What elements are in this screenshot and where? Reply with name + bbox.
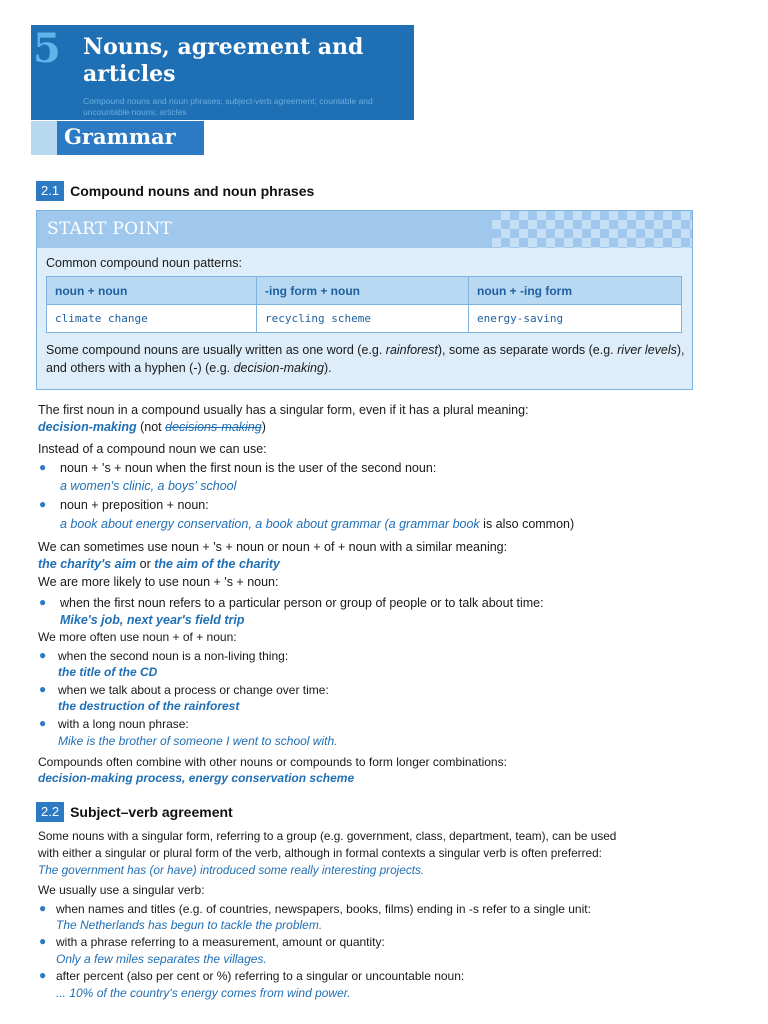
start-point-header bbox=[37, 211, 692, 248]
section-heading-2-2 bbox=[36, 802, 233, 822]
section-label: Grammar bbox=[64, 124, 176, 149]
checker-pattern bbox=[492, 211, 692, 248]
bullet-icon: ● bbox=[39, 901, 47, 915]
rule-example: Only a few miles separates the villages. bbox=[56, 952, 267, 966]
rule-text: We can sometimes use noun + 's + noun or noun + of + noun with a similar meaning: bbox=[38, 540, 508, 554]
bullet-icon: ● bbox=[39, 968, 47, 982]
unit-banner bbox=[31, 25, 414, 120]
bullet-icon: ● bbox=[39, 682, 47, 696]
rule-example: ... 10% of the country's energy comes from wind power. bbox=[56, 986, 351, 1000]
bullet-icon: ● bbox=[39, 460, 47, 474]
rule-example: The government has (or have) introduced some really interesting projects. bbox=[38, 863, 425, 877]
rule-example: The Netherlands has begun to tackle the problem. bbox=[56, 918, 323, 932]
table-row bbox=[47, 305, 682, 333]
bullet-icon: ● bbox=[39, 934, 47, 948]
bullet-icon: ● bbox=[39, 595, 47, 609]
rule-example: Mike's job, next year's field trip bbox=[60, 613, 245, 627]
bullet-icon: ● bbox=[39, 716, 47, 730]
grammar-bar-accent bbox=[31, 121, 57, 155]
start-point-box bbox=[36, 210, 693, 390]
bullet-text: when the first noun refers to a particular person or group of people or to talk about time: bbox=[60, 596, 544, 610]
bullet-icon: ● bbox=[39, 648, 47, 662]
table-cell: climate change bbox=[47, 305, 257, 333]
section-number: 2.2 bbox=[36, 802, 64, 822]
rule-example: the destruction of the rainforest bbox=[58, 699, 240, 713]
unit-subtitle: Compound nouns and noun phrases; subject-verb agreement; countable and uncountable nouns; articles bbox=[83, 96, 373, 117]
rule-example: decision-making (not decisions-making) bbox=[38, 420, 266, 434]
table-header-row bbox=[47, 277, 682, 305]
start-point-note: Some compound nouns are usually written as one word (e.g. rainforest), some as separate words (e.g. river levels), and others with a hyphen (-) (e.g. decision-making). bbox=[46, 343, 685, 375]
table-header-cell: noun + -ing form bbox=[469, 277, 682, 305]
bullet-text: noun + 's + noun when the first noun is the user of the second noun: bbox=[60, 461, 437, 475]
rule-text: We are more likely to use noun + 's + noun: bbox=[38, 575, 279, 589]
section-title: Compound nouns and noun phrases bbox=[70, 183, 315, 199]
table-header-cell: noun + noun bbox=[47, 277, 257, 305]
start-point-title: START POINT bbox=[47, 219, 173, 239]
bullet-text: with a phrase referring to a measurement, amount or quantity: bbox=[56, 935, 385, 949]
bullet-text: when the second noun is a non-living thing: bbox=[58, 649, 289, 663]
bullet-icon: ● bbox=[39, 497, 47, 511]
rule-example: a book about energy conservation, a book about grammar (a grammar book is also common) bbox=[60, 517, 575, 531]
section-number: 2.1 bbox=[36, 181, 64, 201]
pattern-table bbox=[46, 276, 682, 333]
rule-example: decision-making process, energy conservation scheme bbox=[38, 771, 355, 785]
rule-example: the charity's aim or the aim of the charity bbox=[38, 557, 280, 571]
rule-example: Mike is the brother of someone I went to school with. bbox=[58, 734, 338, 748]
rule-text: Instead of a compound noun we can use: bbox=[38, 442, 267, 456]
table-cell: recycling scheme bbox=[257, 305, 469, 333]
rule-text: Some nouns with a singular form, referring to a group (e.g. government, class, department, team), can be used bbox=[38, 829, 617, 843]
rule-text: We more often use noun + of + noun: bbox=[38, 630, 237, 644]
bullet-text: noun + preposition + noun: bbox=[60, 498, 209, 512]
rule-text: We usually use a singular verb: bbox=[38, 883, 205, 897]
table-cell: energy-saving bbox=[469, 305, 682, 333]
bullet-text: when we talk about a process or change over time: bbox=[58, 683, 329, 697]
rule-example: the title of the CD bbox=[58, 665, 158, 679]
section-title: Subject–verb agreement bbox=[70, 804, 233, 820]
rule-text: Compounds often combine with other nouns or compounds to form longer combinations: bbox=[38, 755, 507, 769]
rule-example: a women's clinic, a boys' school bbox=[60, 479, 237, 493]
table-header-cell: -ing form + noun bbox=[257, 277, 469, 305]
unit-title: Nouns, agreement and articles bbox=[83, 34, 364, 87]
unit-number: 5 bbox=[33, 25, 61, 72]
bullet-text: with a long noun phrase: bbox=[58, 717, 189, 731]
section-heading-2-1 bbox=[36, 181, 314, 201]
bullet-text: when names and titles (e.g. of countries, newspapers, books, films) ending in -s refer to a single unit: bbox=[56, 902, 591, 916]
bullet-text: after percent (also per cent or %) referring to a singular or uncountable noun: bbox=[56, 969, 465, 983]
rule-text: The first noun in a compound usually has a singular form, even if it has a plural meaning: bbox=[38, 403, 529, 417]
start-point-lead: Common compound noun patterns: bbox=[46, 256, 242, 270]
rule-text: with either a singular or plural form of the verb, although in formal contexts a singular verb is often preferred: bbox=[38, 846, 602, 860]
